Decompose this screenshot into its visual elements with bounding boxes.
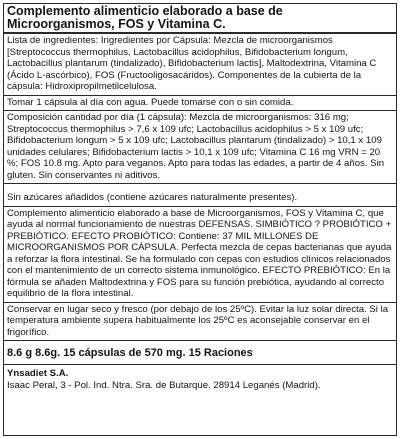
composition-text: Composición cantidad por día (1 cápsula): Mezcla de microorganismos: 316 mg; Streptococcus thermophilus > 7,6 x 109 ufc; Lactobacillus acidophilus > 5 x 109 ufc; Bifidobacterium longum > 5 x 109 ufc; Lactobacillus plantarum (tindalizado) > 10,1 x 109 unidades celulares; Bifidobacterium lactis > 10,1 x 109 ufc; Vitamina C 16 mg VRN = 20 %; FOS 10.8 mg. Apto para veganos. Apto para todas las edades, a partir de 4 años. Sin gluten. Sin conservantes ni aditivos.: [7, 112, 385, 181]
ingredients-text: Lista de ingredientes: Ingredientes por Cápsula: Mezcla de microorganismos [Streptococcus thermophilus, Lactobacillus acidophilus, Bifidobacterium longum, Lactobacillus plantarum (tindalizado), Bifidobacterium lactis], Maltodextrina, Vitamina C (Ácido L-ascórbico), FOS (Fructooligosacáridos). Componentes de la cubierta de la cápsula: Hidroxipropilmetilcelulosa.: [7, 35, 377, 92]
ingredients-section: [7, 34, 393, 95]
company-address: Isaac Peral, 3 - Pol. Ind. Ntra. Sra. de Butarque. 28914 Leganés (Madrid).: [7, 380, 321, 391]
product-title: Complemento alimenticio elaborado a base de Microorganismos, FOS y Vitamina C.: [7, 4, 283, 31]
sugar-text: Sin azúcares añadidos (contiene azúcares naturalmente presentes).: [7, 192, 298, 203]
description-text: Complemento alimenticio elaborado a base de Microorganismos, FOS y Vitamina C, que ayuda al normal funcionamiento de nuestras DEFENSAS. SIMBIÓTICO ? PROBIÓTICO + PREBIÓTICO. EFECTO PROBIÓTICO: Contiene: 37 MIL MILLONES DE MICROORGANISMOS POR CÁPSULA. Perfecta mezcla de cepas bacterianas que ayuda a reforzar la flora intestinal. Se ha formulado con cepas con estudios clínicos relacionados con el mantenimiento de un correcto sistema inmunológico. EFECTO PREBIÓTICO: En la fórmula se añaden Maltodextrina y FOS para su función prebiótica, ayudando al correcto equilibrio de la flora intestinal.: [7, 207, 392, 299]
description-section: [7, 207, 393, 302]
usage-text: Tomar 1 cápsula al día con agua. Puede tomarse con o sin comida.: [7, 96, 294, 108]
company-name: Ynsadiet S.A.: [7, 368, 69, 379]
sugar-section: [7, 184, 393, 206]
storage-text: Conservar en lugar seco y fresco (por debajo de los 25ºC). Evitar la luz solar directa. Si la temperatura ambiente supera habitualmente los 25ºC es aconsejable conservar en el frigorífico.: [7, 303, 389, 338]
product-label: [3, 3, 397, 436]
usage-section: [7, 96, 393, 111]
storage-section: [7, 303, 393, 341]
net-content: 8.6 g 8.6g. 15 cápsulas de 570 mg. 15 Raciones: [7, 347, 253, 359]
composition-section: [7, 111, 393, 183]
